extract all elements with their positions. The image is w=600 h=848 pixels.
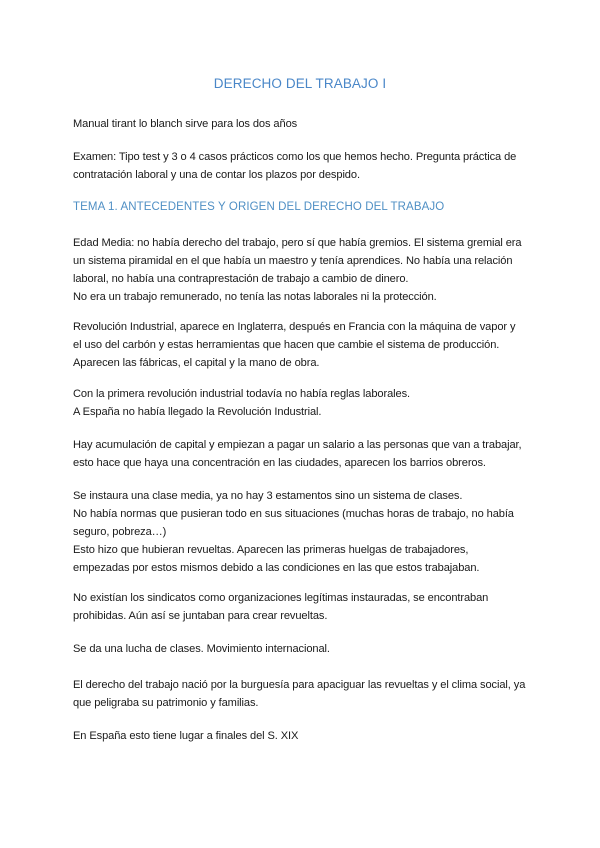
text-line: prohibidas. Aún así se juntaban para crear revueltas. [73, 610, 328, 622]
text-line: Examen: Tipo test y 3 o 4 casos prácticos como los que hemos hecho. Pregunta práctica de [73, 151, 517, 163]
intro-paragraph-manual [73, 115, 543, 133]
text-line: laboral, no había una contraprestación de trabajo a cambio de dinero. [73, 273, 409, 285]
text-line: que peligraba su patrimonio y familias. [73, 697, 259, 709]
section-heading: TEMA 1. ANTECEDENTES Y ORIGEN DEL DERECHO DEL TRABAJO [73, 201, 445, 213]
text-line: empezadas por estos mismos debido a las condiciones en las que estos trabajaban. [73, 562, 480, 574]
paragraph-lucha-clases [73, 640, 543, 658]
document-title: DERECHO DEL TRABAJO I [213, 76, 387, 91]
paragraph-edad-media [73, 234, 543, 306]
text-line: A España no había llegado la Revolución Industrial. [73, 406, 322, 418]
text-line: Esto hizo que hubieran revueltas. Aparecen las primeras huelgas de trabajadores, [73, 544, 469, 556]
text-line: Se instaura una clase media, ya no hay 3 estamentos sino un sistema de clases. [73, 490, 463, 502]
paragraph-revolucion-industrial [73, 318, 543, 372]
text-line: Se da una lucha de clases. Movimiento internacional. [73, 643, 330, 655]
text-line: En España esto tiene lugar a finales del S. XIX [73, 730, 299, 742]
text-line: Edad Media: no había derecho del trabajo, pero sí que había gremios. El sistema gremial era [73, 237, 522, 249]
text-line: seguro, pobreza…) [73, 526, 167, 538]
text-line: No era un trabajo remunerado, no tenía las notas laborales ni la protección. [73, 291, 437, 303]
intro-paragraph-exam [73, 148, 543, 184]
paragraph-sindicatos [73, 589, 543, 625]
text-line: Manual tirant lo blanch sirve para los dos años [73, 118, 298, 130]
paragraph-espana [73, 727, 543, 745]
text-line: Revolución Industrial, aparece en Inglaterra, después en Francia con la máquina de vapor y [73, 321, 516, 333]
paragraph-primera-revolucion [73, 385, 543, 421]
text-line: esto hace que haya una concentración en las ciudades, aparecen los barrios obreros. [73, 457, 486, 469]
text-line: No había normas que pusieran todo en sus situaciones (muchas horas de trabajo, no había [73, 508, 514, 520]
paragraph-burguesia [73, 676, 543, 712]
text-line: Hay acumulación de capital y empiezan a pagar un salario a las personas que van a trabajar, [73, 439, 522, 451]
text-line: Aparecen las fábricas, el capital y la mano de obra. [73, 357, 320, 369]
text-line: el uso del carbón y estas herramientas que hacen que cambie el sistema de producción. [73, 339, 500, 351]
text-line: Con la primera revolución industrial todavía no había reglas laborales. [73, 388, 411, 400]
paragraph-clase-media [73, 487, 543, 577]
text-line: contratación laboral y una de contar los plazos por despido. [73, 169, 360, 181]
paragraph-acumulacion-capital [73, 436, 543, 472]
text-line: No existían los sindicatos como organizaciones legítimas instauradas, se encontraban [73, 592, 489, 604]
text-line: un sistema piramidal en el que había un maestro y tenía aprendices. No había una relación [73, 255, 513, 267]
text-line: El derecho del trabajo nació por la burguesía para apaciguar las revueltas y el clima social, ya [73, 679, 526, 691]
